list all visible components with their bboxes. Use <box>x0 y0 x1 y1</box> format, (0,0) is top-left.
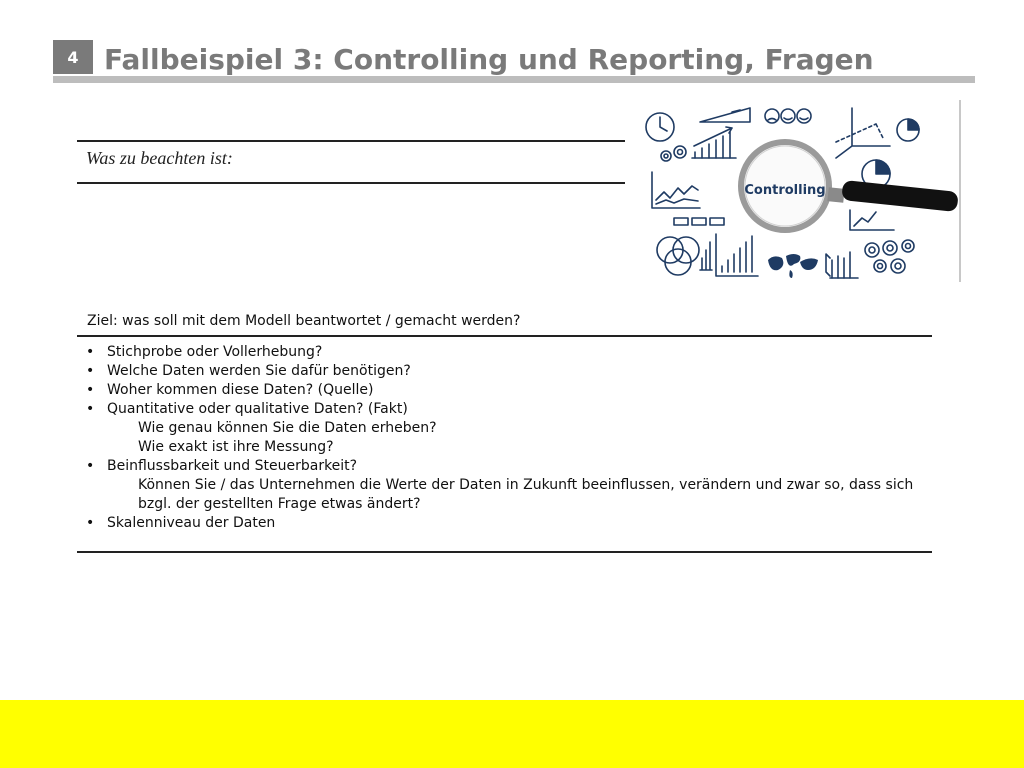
currency-chart-icon <box>850 210 894 230</box>
section-label: Was zu beachten ist: <box>86 148 233 168</box>
efficiency-axes-icon <box>836 108 890 158</box>
sub-list-item: Wie genau können Sie die Daten erheben? <box>138 420 437 436</box>
sub-list-item: Können Sie / das Unternehmen die Werte der Daten in Zukunft beeinflussen, verändern und zwar so, dass sich bzgl. der gestellten Frage etwas ändert? <box>138 477 914 512</box>
list-item: • Beinflussbarkeit und Steuerbarkeit? <box>86 457 926 476</box>
section-top-rule <box>77 140 625 142</box>
slide-number-badge: 4 <box>53 40 93 74</box>
goal-statement: Ziel: was soll mit dem Modell beantwortet / gemacht werden? <box>87 313 521 329</box>
sub-list-item: Wie exakt ist ihre Messung? <box>138 439 334 455</box>
section-bottom-rule <box>77 182 625 184</box>
3d-bar-chart-icon <box>826 252 858 278</box>
controlling-illustration <box>640 100 960 282</box>
smiley-faces-icon <box>765 109 811 123</box>
rising-chart-icon <box>700 108 750 122</box>
clock-icon <box>646 113 674 141</box>
list-bottom-rule <box>77 551 932 553</box>
slide-title: Fallbeispiel 3: Controlling und Reporting, Fragen <box>104 43 874 76</box>
goal-rule <box>77 335 932 337</box>
line-chart-icon <box>652 172 700 208</box>
list-item: • Welche Daten werden Sie dafür benötigen? <box>86 362 926 381</box>
bar-chart-icon <box>692 127 736 158</box>
footer-band <box>0 700 1024 768</box>
success-chart-icon <box>716 234 758 276</box>
list-item: • Stichprobe oder Vollerhebung? <box>86 343 926 362</box>
illustration-border <box>959 100 961 282</box>
venn-diagram-icon <box>657 237 699 275</box>
labels-strip-icon <box>674 218 724 225</box>
magnifier-label: Controlling <box>744 183 826 198</box>
pie-chart-icon <box>897 119 919 141</box>
list-item: • Skalenniveau der Daten <box>86 514 926 533</box>
questions-list <box>86 343 926 533</box>
small-bar-chart-icon <box>700 242 712 270</box>
world-map-icon <box>768 254 818 278</box>
list-item: • Quantitative oder qualitative Daten? (Fakt) <box>86 400 926 419</box>
list-item: • Woher kommen diese Daten? (Quelle) <box>86 381 926 400</box>
title-underline <box>53 76 975 83</box>
gears-cluster-icon <box>865 240 914 273</box>
gears-icon <box>661 146 686 161</box>
